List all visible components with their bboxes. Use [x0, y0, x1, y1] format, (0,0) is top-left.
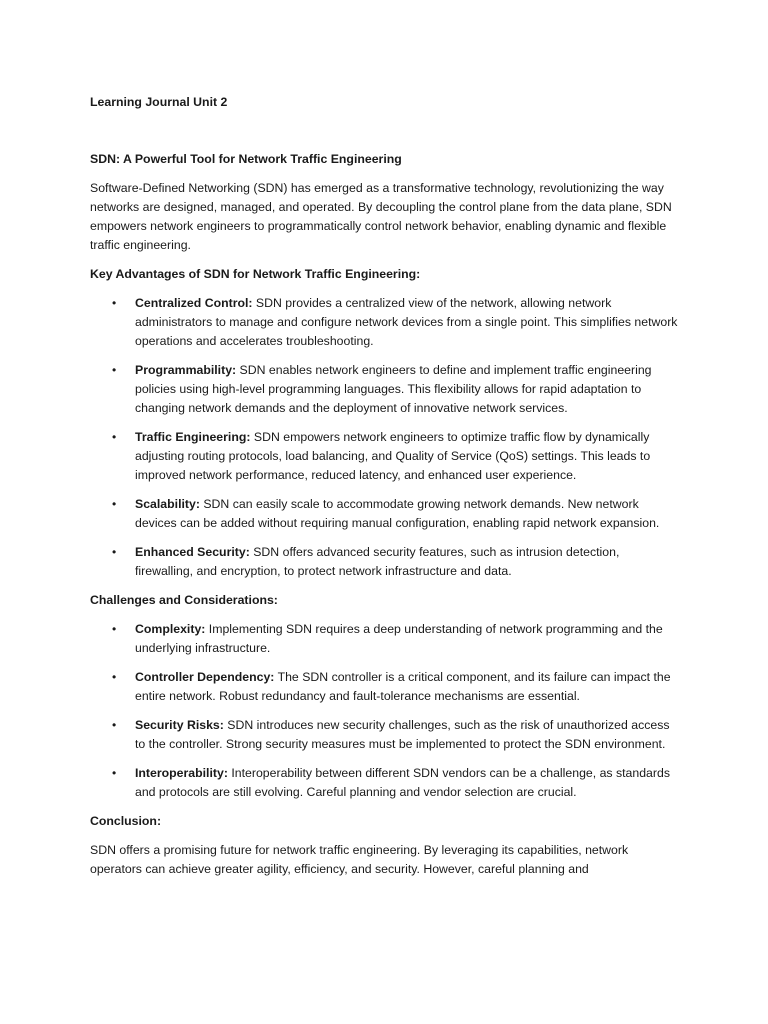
advantages-list	[90, 294, 680, 581]
list-item	[90, 361, 680, 418]
bullet-icon: •	[112, 670, 117, 684]
item-term: Centralized Control:	[135, 296, 253, 310]
journal-title: Learning Journal Unit 2	[90, 95, 228, 109]
bullet-icon: •	[112, 363, 117, 377]
item-term: Complexity:	[135, 622, 206, 636]
intro-paragraph: Software-Defined Networking (SDN) has emerged as a transformative technology, revolutionizing the way networks are designed, managed, and operated. By decoupling the control plane from the data plane, SDN empowers network engineers to programmatically control network behavior, enabling dynamic and flexible traffic engineering.	[90, 181, 672, 252]
item-text: SDN empowers network engineers to optimize traffic flow by dynamically adjusting routing protocols, load balancing, and Quality of Service (QoS) settings. This leads to improved network performance, reduced latency, and enhanced user experience.	[135, 430, 651, 482]
bullet-icon: •	[112, 766, 117, 780]
item-term: Traffic Engineering:	[135, 430, 251, 444]
advantages-heading: Key Advantages of SDN for Network Traffic Engineering:	[90, 267, 421, 281]
item-term: Enhanced Security:	[135, 545, 250, 559]
item-text: SDN enables network engineers to define and implement traffic engineering policies using high-level programming languages. This flexibility allows for rapid adaptation to changing network demands and the deployment of innovative network services.	[135, 363, 652, 415]
list-item	[90, 620, 680, 658]
item-text: Interoperability between different SDN vendors can be a challenge, as standards and protocols are still evolving. Careful planning and vendor selection are crucial.	[135, 766, 670, 799]
challenges-list	[90, 620, 680, 802]
item-text: SDN provides a centralized view of the network, allowing network administrators to manage and configure network devices from a single point. This simplifies network operations and accelerates troubleshooting.	[135, 296, 678, 348]
document-page	[90, 93, 680, 879]
item-term: Controller Dependency:	[135, 670, 275, 684]
item-text: SDN can easily scale to accommodate growing network demands. New network devices can be added without requiring manual configuration, enabling rapid network expansion.	[135, 497, 660, 530]
item-text: SDN offers advanced security features, such as intrusion detection, firewalling, and encryption, to protect network infrastructure and data.	[135, 545, 620, 578]
conclusion-paragraph: SDN offers a promising future for network traffic engineering. By leveraging its capabilities, network operators can achieve greater agility, efficiency, and security. However, careful planning and	[90, 843, 629, 876]
list-item	[90, 543, 680, 581]
list-item	[90, 428, 680, 485]
list-item	[90, 495, 680, 533]
list-item	[90, 294, 680, 351]
item-text: Implementing SDN requires a deep understanding of network programming and the underlying infrastructure.	[135, 622, 663, 655]
item-term: Scalability:	[135, 497, 200, 511]
challenges-heading: Challenges and Considerations:	[90, 593, 278, 607]
bullet-icon: •	[112, 622, 117, 636]
item-text: The SDN controller is a critical component, and its failure can impact the entire network. Robust redundancy and fault-tolerance mechanisms are essential.	[135, 670, 671, 703]
bullet-icon: •	[112, 718, 117, 732]
item-text: SDN introduces new security challenges, such as the risk of unauthorized access to the controller. Strong security measures must be implemented to protect the SDN environment.	[135, 718, 670, 751]
bullet-icon: •	[112, 296, 117, 310]
item-term: Security Risks:	[135, 718, 224, 732]
bullet-icon: •	[112, 545, 117, 559]
item-term: Interoperability:	[135, 766, 228, 780]
list-item	[90, 668, 680, 706]
bullet-icon: •	[112, 497, 117, 511]
list-item	[90, 716, 680, 754]
bullet-icon: •	[112, 430, 117, 444]
list-item	[90, 764, 680, 802]
item-term: Programmability:	[135, 363, 237, 377]
article-title: SDN: A Powerful Tool for Network Traffic Engineering	[90, 152, 402, 166]
conclusion-heading: Conclusion:	[90, 814, 162, 828]
